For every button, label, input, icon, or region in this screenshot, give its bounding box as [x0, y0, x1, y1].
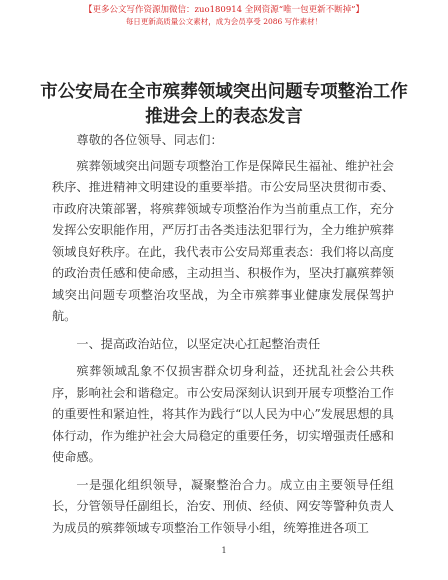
- opening-paragraph: 殡葬领域突出问题专项整治工作是保障民生福祉、维护社会秩序、推进精神文明建设的重要举措。市公安局坚决贯彻市委、市政府决策部署，将殡葬领域专项整治作为当前重点工作，充分发挥公安职能作用，严厉打击各类违法犯罪行为，全力维护殡葬领域良好秩序。在此，我代表市公安局郑重表态：我们将以高度的政治责任感和使命感，主动担当、积极作为，坚决打赢殡葬领域突出问题专项整治攻坚战，为全市殡葬事业健康发展保驾护航。: [52, 158, 394, 323]
- section-heading-1: 一、提高政治站位，以坚定决心扛起整治责任: [76, 336, 321, 351]
- document-title: 市公安局在全市殡葬领域突出问题专项整治工作推进会上的表态发言: [40, 82, 408, 127]
- promo-banner-line-1: 【更多公文写作资源加微信：zuo180914 全网资源“唯一包更新不断掉”】: [84, 5, 364, 15]
- promo-banner: [0, 4, 448, 28]
- salutation: 尊敬的各位领导、同志们：: [76, 133, 223, 147]
- section-1-paragraph-2: 一是强化组织领导，凝聚整治合力。成立由主要领导任组长，分管领导任副组长，治安、刑侦、经侦、网安等警种负责人为成员的殡葬领域专项整治工作领导小组，统筹推进各项工: [52, 477, 394, 535]
- page-number: 1: [221, 546, 227, 555]
- promo-banner-line-2: 每日更新高质量公文素材，成为会员享受 2086 写作素材！: [125, 17, 323, 26]
- section-1-paragraph-1: 殡葬领域乱象不仅损害群众切身利益，还扰乱社会公共秩序，影响社会和谐稳定。市公安局深刻认识到开展专项整治工作的重要性和紧迫性，将其作为践行“以人民为中心”发展思想的具体行动，作为维护社会大局稳定的重要任务，切实增强责任感和使命感。: [52, 364, 394, 464]
- document-body: [52, 130, 394, 539]
